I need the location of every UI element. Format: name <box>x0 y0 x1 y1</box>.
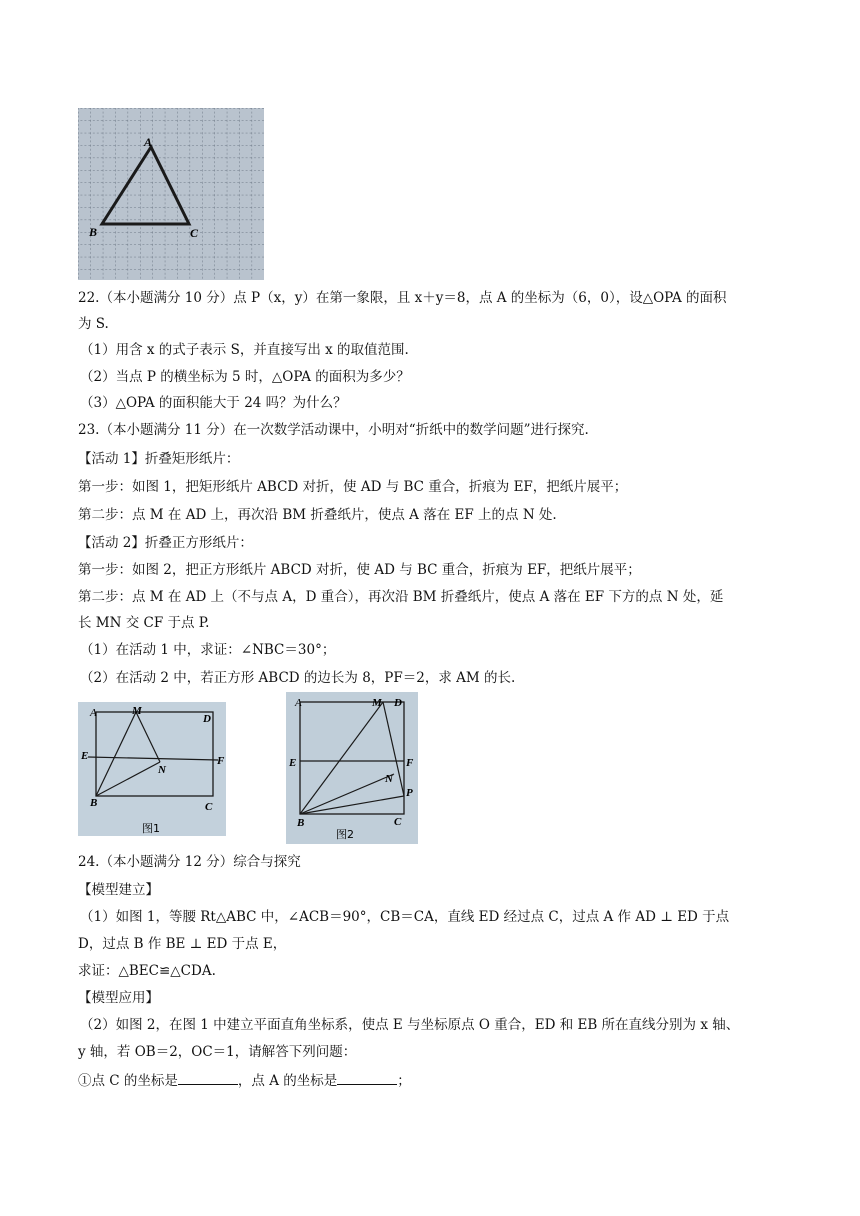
q22-part-1: （1）用含 x 的式子表示 S，并直接写出 x 的取值范围. <box>80 342 409 358</box>
q24-subq-1-text-b: ，点 A 的坐标是 <box>237 1073 338 1089</box>
answer-blank-point-c[interactable] <box>178 1070 238 1085</box>
q24-part-1-line-2: D，过点 B 作 BE ⊥ ED 于点 E， <box>78 936 287 952</box>
fig2-label-f: F <box>406 757 414 769</box>
fig2-label-c: C <box>394 816 402 828</box>
fig2-label-n: N <box>385 773 393 785</box>
q23-activity-2-step-1: 第一步：如图 2，把正方形纸片 ABCD 对折，使 AD 与 BC 重合，折痕为 EF，把纸片展平； <box>78 562 641 578</box>
fig1-label-a: A <box>90 707 97 719</box>
q23-activity-2-step-2-cont: 长 MN 交 CF 于点 P. <box>78 615 210 631</box>
fig1-label-n: N <box>158 764 166 776</box>
q23-part-1: （1）在活动 1 中，求证：∠NBC＝30°； <box>80 642 336 658</box>
q23-activity-2-step-2: 第二步：点 M 在 AD 上（不与点 A，D 重合），再次沿 BM 折叠纸片，使点 A 落在 EF 下方的点 N 处，延 <box>78 589 724 605</box>
q23-activity-1-heading: 【活动 1】折叠矩形纸片： <box>78 451 240 467</box>
answer-blank-point-a[interactable] <box>337 1070 397 1085</box>
q24-line-1: 24.（本小题满分 12 分）综合与探究 <box>78 854 301 870</box>
q22-line-2: 为 S. <box>78 316 109 332</box>
q23-activity-2-heading: 【活动 2】折叠正方形纸片： <box>78 535 253 551</box>
fig2-caption: 图2 <box>336 828 354 841</box>
q22-line-1: 22.（本小题满分 10 分）点 P（x，y）在第一象限，且 x＋y＝8，点 A 的坐标为（6，0），设△OPA 的面积 <box>78 290 727 306</box>
fig2-label-e: E <box>289 757 297 769</box>
fig1-label-b: B <box>90 797 98 809</box>
q23-activity-1-step-1: 第一步：如图 1，把矩形纸片 ABCD 对折，使 AD 与 BC 重合，折痕为 EF，把纸片展平； <box>78 479 628 495</box>
q24-model-building-heading: 【模型建立】 <box>78 882 159 898</box>
fig1-label-f: F <box>217 755 225 767</box>
q22-part-3: （3）△OPA 的面积能大于 24 吗？为什么？ <box>80 395 347 411</box>
q24-subq-1-text-c: ； <box>397 1073 411 1089</box>
label-a: A <box>144 135 153 149</box>
fig2-label-a: A <box>295 697 302 709</box>
label-b: B <box>89 225 98 239</box>
fig1-caption: 图1 <box>142 822 160 835</box>
triangle-grid-figure <box>78 108 264 280</box>
fig1-label-m: M <box>132 705 142 717</box>
fig1-label-d: D <box>203 713 211 725</box>
q22-part-2: （2）当点 P 的横坐标为 5 时，△OPA 的面积为多少？ <box>80 369 410 385</box>
figure-1-rectangle <box>78 702 226 836</box>
q23-part-2: （2）在活动 2 中，若正方形 ABCD 的边长为 8，PF＝2，求 AM 的长. <box>80 670 516 686</box>
q24-part-2-subq-1 <box>78 1070 411 1091</box>
fig2-label-m: M <box>372 697 382 709</box>
q24-part-1-line-1: （1）如图 1，等腰 Rt△ABC 中，∠ACB＝90°，CB＝CA，直线 ED 经过点 C，过点 A 作 AD ⊥ ED 于点 <box>80 909 730 925</box>
fig2-label-d: D <box>394 697 402 709</box>
q23-activity-1-step-2: 第二步：点 M 在 AD 上，再次沿 BM 折叠纸片，使点 A 落在 EF 上的点 N 处. <box>78 507 557 523</box>
label-c: C <box>190 226 199 240</box>
figure-2-square <box>286 692 418 844</box>
fig2-label-p: P <box>406 787 413 799</box>
q24-model-application-heading: 【模型应用】 <box>78 990 159 1006</box>
q24-part-1-proof: 求证：△BEC≌△CDA. <box>78 963 216 979</box>
q24-subq-1-text-a: ①点 C 的坐标是 <box>78 1073 178 1089</box>
q24-part-2-line-1: （2）如图 2，在图 1 中建立平面直角坐标系，使点 E 与坐标原点 O 重合，ED 和 EB 所在直线分别为 x 轴、 <box>80 1017 740 1033</box>
fig2-label-b: B <box>297 817 305 829</box>
fig1-label-c: C <box>205 801 213 813</box>
q23-line-1: 23.（本小题满分 11 分）在一次数学活动课中，小明对“折纸中的数学问题”进行探究. <box>78 422 589 438</box>
fig1-label-e: E <box>81 750 89 762</box>
q24-part-2-line-2: y 轴，若 OB＝2，OC＝1，请解答下列问题： <box>78 1044 357 1060</box>
